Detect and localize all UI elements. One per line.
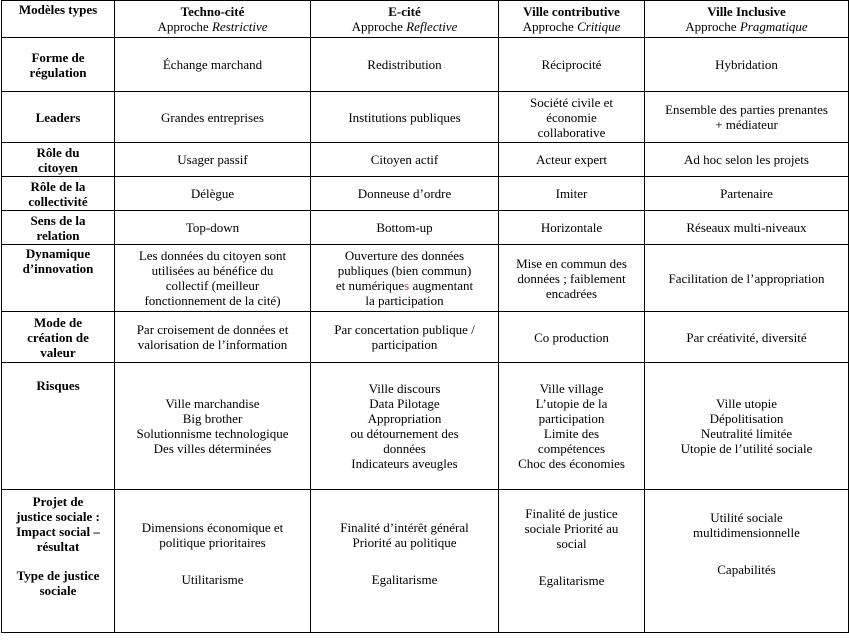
table-cell: Société civile et économie collaborative [499, 92, 645, 143]
table-row [2, 143, 849, 177]
row-label-innovation: Dynamique d’innovation [2, 245, 115, 312]
column-header-ville-contributive: Ville contributive Approche Critique [499, 1, 645, 38]
table-row [2, 177, 849, 211]
table-cell: Institutions publiques [311, 92, 499, 143]
corner-header: Modèles types [2, 1, 115, 38]
table-cell: Co production [499, 312, 645, 363]
table-row [2, 312, 849, 363]
table-row [2, 38, 849, 92]
table-cell: Usager passif [115, 143, 311, 177]
table-cell: Finalité de justice sociale Priorité au social Egalitarisme [499, 490, 645, 633]
table-cell: Redistribution [311, 38, 499, 92]
table-cell: Top-down [115, 211, 311, 245]
table-cell: Ad hoc selon les projets [645, 143, 849, 177]
header-row [2, 1, 849, 38]
row-label-leaders: Leaders [2, 92, 115, 143]
column-header-e-cite: E-cité Approche Reflective [311, 1, 499, 38]
table-cell: Réseaux multi-niveaux [645, 211, 849, 245]
table-cell: Ville discours Data Pilotage Appropriation ou détournement des données Indicateurs aveugles [311, 363, 499, 490]
row-label-collectivite: Rôle de la collectivité [2, 177, 115, 211]
table-cell: Finalité d’intérêt général Priorité au politique Egalitarisme [311, 490, 499, 633]
table-cell: Ville village L’utopie de la participation Limite des compétences Choc des économies [499, 363, 645, 490]
table-cell: Imiter [499, 177, 645, 211]
table-cell: Délègue [115, 177, 311, 211]
table-cell: Par croisement de données et valorisation de l’information [115, 312, 311, 363]
row-label-valeur: Mode de création de valeur [2, 312, 115, 363]
table-cell: Bottom-up [311, 211, 499, 245]
table-cell: Ville marchandise Big brother Solutionnisme technologique Des villes déterminées [115, 363, 311, 490]
table-cell: Par créativité, diversité [645, 312, 849, 363]
table-cell: Mise en commun des données ; faiblement encadrées [499, 245, 645, 312]
table-row [2, 211, 849, 245]
table-cell: Réciprocité [499, 38, 645, 92]
table-cell: Acteur expert [499, 143, 645, 177]
table-cell: Échange marchand [115, 38, 311, 92]
row-label-citoyen: Rôle du citoyen [2, 143, 115, 177]
table-cell: Ouverture des données publiques (bien commun) et numériques augmentant la participation [311, 245, 499, 312]
table-cell: Citoyen actif [311, 143, 499, 177]
table-cell: Grandes entreprises [115, 92, 311, 143]
table-cell: Donneuse d’ordre [311, 177, 499, 211]
table-cell: Par concertation publique / participation [311, 312, 499, 363]
row-label-risques: Risques [2, 363, 115, 490]
comparison-table [1, 0, 849, 633]
column-header-techno-cite: Techno-cité Approche Restrictive [115, 1, 311, 38]
row-label-sens: Sens de la relation [2, 211, 115, 245]
table-row [2, 490, 849, 633]
table-cell: Facilitation de l’appropriation [645, 245, 849, 312]
table-cell: Les données du citoyen sont utilisées au bénéfice du collectif (meilleur fonctionnement de la cité) [115, 245, 311, 312]
table-cell: Dimensions économique et politique prioritaires Utilitarisme [115, 490, 311, 633]
row-label-justice: Projet de justice sociale : Impact social – résultat Type de justice sociale [2, 490, 115, 633]
table-cell: Ville utopie Dépolitisation Neutralité limitée Utopie de l’utilité sociale [645, 363, 849, 490]
table-row [2, 92, 849, 143]
table-cell: Partenaire [645, 177, 849, 211]
table-cell: Ensemble des parties prenantes + médiateur [645, 92, 849, 143]
table-cell: Utilité sociale multidimensionnelle Capabilités [645, 490, 849, 633]
column-header-ville-inclusive: Ville Inclusive Approche Pragmatique [645, 1, 849, 38]
table-row [2, 363, 849, 490]
table-cell: Horizontale [499, 211, 645, 245]
table-cell: Hybridation [645, 38, 849, 92]
table-row [2, 245, 849, 312]
row-label-regulation: Forme de régulation [2, 38, 115, 92]
